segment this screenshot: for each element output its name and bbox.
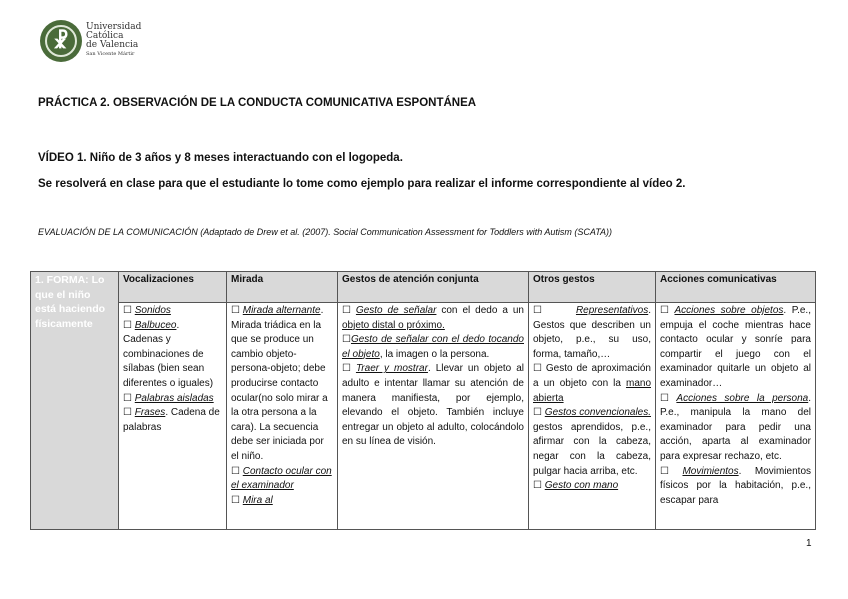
item-label: Balbuceo	[134, 319, 177, 331]
item-label: Mirada alternante	[242, 305, 321, 316]
item-text: ☐	[660, 305, 675, 316]
logo-line: San Vicente Mártir	[86, 51, 135, 57]
item-label: Gesto con mano	[544, 480, 619, 492]
checklist-item	[660, 465, 811, 509]
cell-vocalizaciones	[119, 303, 227, 530]
university-seal-icon: ☧	[40, 20, 82, 62]
item-text: ☐	[123, 305, 135, 316]
checklist-item	[342, 333, 524, 362]
communication-evaluation-table	[30, 271, 816, 530]
checklist-item	[342, 304, 524, 333]
item-text: . Cadena de palabras	[123, 407, 220, 433]
item-text: . Llevar un objeto al adulto e intentar llamar su atención de manera manifiesta, por ejemplo, elevando el objeto. También incluye entregar un objeto al adulto, colocándolo en su línea de visión.	[342, 363, 524, 448]
checklist-item	[231, 304, 333, 465]
item-text: ☐	[123, 319, 135, 331]
item-text: gestos aprendidos, p.e., afirmar con la cabeza, negar con la cabeza, pulgar hacia arriba, etc.	[533, 421, 651, 477]
logo-line: Universidad	[86, 22, 142, 32]
item-text: con el dedo a un	[436, 305, 524, 316]
checklist-item	[123, 319, 222, 392]
item-label: Gesto de señalar con el dedo tocando el objeto	[342, 334, 524, 360]
checklist-item	[342, 362, 524, 450]
evaluation-title: EVALUACIÓN DE LA COMUNICACIÓN (Adaptado de Drew et al. (2007). Social Communication Assessment for Toddlers with Autism (SCATA))	[38, 227, 613, 237]
item-text: ☐	[533, 480, 545, 492]
column-header: Otros gestos	[529, 272, 656, 303]
item-text: ☐	[533, 407, 545, 419]
item-label: Palabras aisladas	[134, 392, 214, 404]
item-label: Gesto de señalar	[355, 305, 437, 316]
item-text: ☐	[660, 465, 683, 477]
table-row	[31, 303, 816, 530]
item-text: ☐ Gesto de aproximación a un objeto con la	[533, 363, 651, 389]
item-label: Representativos	[575, 305, 649, 316]
item-text: , la imagen o la persona.	[379, 348, 490, 360]
item-text: . Movimientos físicos por la habitación, p.e., escapar para	[660, 465, 811, 506]
cell-mirada	[227, 303, 338, 530]
column-header: Mirada	[227, 272, 338, 303]
checklist-item	[123, 406, 222, 435]
column-header: Gestos de atención conjunta	[338, 272, 529, 303]
item-text: ☐	[231, 494, 243, 506]
checklist-item	[231, 494, 333, 509]
item-text: ☐	[342, 334, 351, 346]
checklist-item	[533, 406, 651, 479]
item-label: Acciones sobre la persona	[676, 392, 809, 404]
item-text: . Gestos que describen un objeto, p.e., su uso, forma, tamaño,…	[533, 305, 651, 360]
cell-gestos-atencion	[338, 303, 529, 530]
row-label-forma: 1. FORMA: Lo que el niño está haciendo físicamente	[31, 272, 119, 530]
checklist-item	[660, 392, 811, 465]
item-text: ☐	[660, 392, 677, 404]
checklist-item	[123, 392, 222, 407]
university-name	[86, 23, 141, 59]
video-heading: VÍDEO 1. Niño de 3 años y 8 meses interactuando con el logopeda.	[38, 152, 403, 164]
item-label: Movimientos	[682, 465, 739, 477]
item-label: Contacto ocular con el examinador	[231, 465, 332, 492]
cell-acciones	[656, 303, 816, 530]
university-logo	[40, 20, 141, 62]
column-header: Acciones comunicativas	[656, 272, 816, 303]
logo-line: Católica	[86, 31, 124, 41]
checklist-item	[123, 304, 222, 319]
checklist-item	[533, 362, 651, 406]
page-number: 1	[806, 538, 812, 549]
item-label: objeto distal o próximo.	[342, 319, 445, 331]
item-label: mano abierta	[533, 377, 651, 404]
item-text: . Mirada triádica en la que se produce un cambio objeto-persona-objeto; debe producirse contacto ocular(no solo mirar a la otra persona a la cara). La secuencia debe ser iniciada por el niño.	[231, 305, 328, 462]
item-text: ☐	[342, 363, 356, 375]
checklist-item	[231, 465, 333, 494]
item-text: . P.e., manipula la mano del examinador para pedir una acción, aparta al examinador para expresar rechazo, etc.	[660, 392, 811, 462]
item-text: ☐	[123, 392, 135, 404]
checklist-item	[533, 479, 651, 494]
item-text: . P.e., empuja el coche mientras hace contacto ocular y sonríe para compartir el juego con el examinador quitarle un objeto al examinador…	[660, 305, 811, 389]
table-header-row	[31, 272, 816, 303]
column-header: Vocalizaciones	[119, 272, 227, 303]
item-label: Traer y mostrar	[355, 363, 428, 375]
checklist-item	[533, 304, 651, 362]
instruction-text: Se resolverá en clase para que el estudiante lo tome como ejemplo para realizar el informe correspondiente al vídeo 2.	[38, 178, 686, 190]
item-text: ☐	[123, 407, 135, 419]
cell-otros-gestos	[529, 303, 656, 530]
item-text: ☐	[533, 305, 576, 316]
item-text: ☐	[231, 305, 243, 316]
item-label: Acciones sobre objetos	[674, 305, 784, 316]
item-text: ☐	[342, 305, 356, 316]
item-label: Mira al	[242, 494, 273, 506]
item-label: Sonidos	[134, 305, 171, 316]
item-text: ☐	[231, 465, 243, 477]
logo-line: de Valencia	[86, 40, 139, 50]
item-text: . Cadenas y combinaciones de sílabas (bien sean diferentes o iguales)	[123, 319, 214, 389]
checklist-item	[660, 304, 811, 392]
item-label: Frases	[134, 407, 166, 419]
item-label: Gestos convencionales.	[544, 407, 651, 419]
document-title: PRÁCTICA 2. OBSERVACIÓN DE LA CONDUCTA COMUNICATIVA ESPONTÁNEA	[38, 97, 477, 109]
